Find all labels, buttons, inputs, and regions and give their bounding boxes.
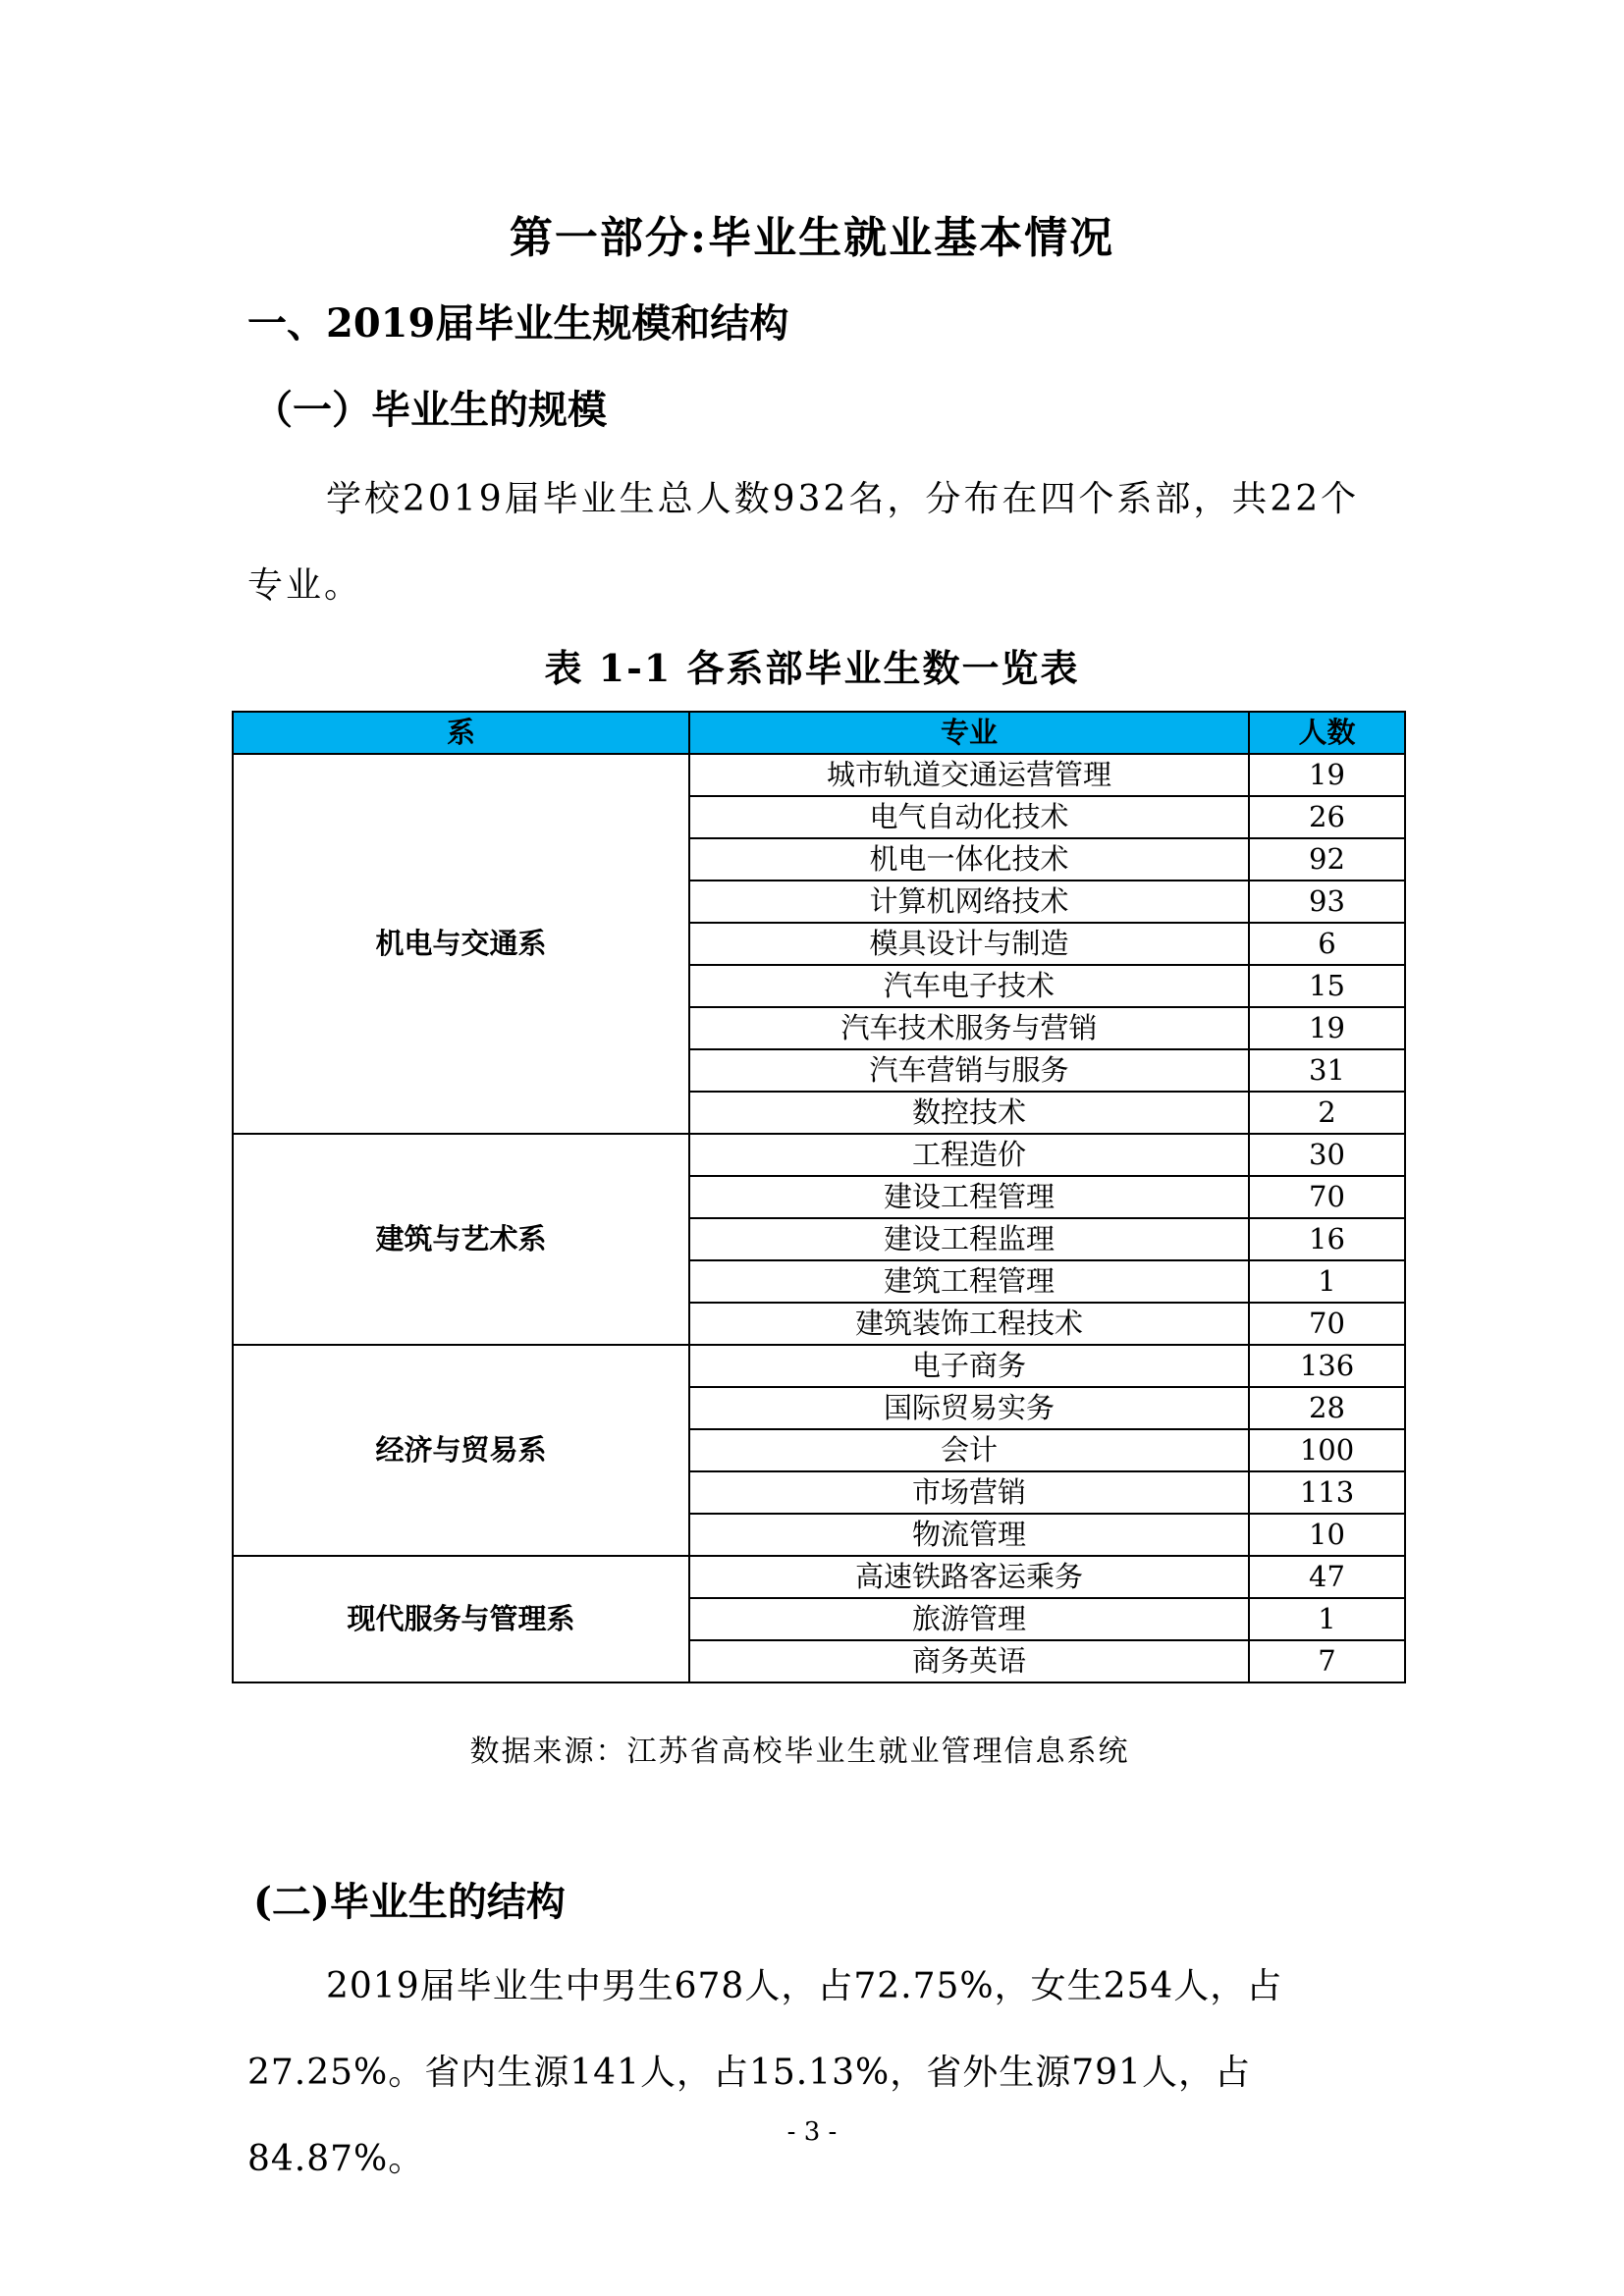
header-count: 人数 (1249, 712, 1405, 754)
table-row (233, 754, 1405, 796)
major-cell: 城市轨道交通运营管理 (689, 754, 1249, 796)
major-cell: 建筑装饰工程技术 (689, 1303, 1249, 1345)
sub-heading-structure: (二)毕业生的结构 (253, 1879, 566, 1925)
count-cell: 70 (1249, 1176, 1405, 1218)
table-caption: 表 1-1 各系部毕业生数一览表 (544, 646, 1080, 690)
major-cell: 市场营销 (689, 1471, 1249, 1514)
major-cell: 物流管理 (689, 1514, 1249, 1556)
count-cell: 100 (1249, 1429, 1405, 1471)
count-cell: 16 (1249, 1218, 1405, 1260)
count-cell: 19 (1249, 754, 1405, 796)
count-cell: 113 (1249, 1471, 1405, 1514)
page-title: 第一部分:毕业生就业基本情况 (509, 213, 1115, 263)
count-cell: 47 (1249, 1556, 1405, 1598)
major-cell: 汽车营销与服务 (689, 1049, 1249, 1092)
major-cell: 建筑工程管理 (689, 1260, 1249, 1303)
count-cell: 2 (1249, 1092, 1405, 1134)
table-row (233, 1345, 1405, 1387)
count-cell: 93 (1249, 881, 1405, 923)
count-cell: 136 (1249, 1345, 1405, 1387)
table-row (233, 1556, 1405, 1598)
count-cell: 1 (1249, 1260, 1405, 1303)
count-cell: 6 (1249, 923, 1405, 965)
major-cell: 数控技术 (689, 1092, 1249, 1134)
major-cell: 商务英语 (689, 1640, 1249, 1682)
header-major: 专业 (689, 712, 1249, 754)
major-cell: 计算机网络技术 (689, 881, 1249, 923)
major-cell: 会计 (689, 1429, 1249, 1471)
major-cell: 旅游管理 (689, 1598, 1249, 1640)
paragraph-scale: 学校2019届毕业生总人数932名，分布在四个系部，共22个专业。 (247, 479, 1360, 606)
department-cell: 机电与交通系 (233, 754, 689, 1134)
count-cell: 26 (1249, 796, 1405, 838)
major-cell: 汽车电子技术 (689, 965, 1249, 1007)
section-heading: 一、2019届毕业生规模和结构 (247, 300, 789, 347)
header-department: 系 (233, 712, 689, 754)
major-cell: 工程造价 (689, 1134, 1249, 1176)
department-cell: 现代服务与管理系 (233, 1556, 689, 1682)
major-cell: 电子商务 (689, 1345, 1249, 1387)
count-cell: 92 (1249, 838, 1405, 881)
major-cell: 模具设计与制造 (689, 923, 1249, 965)
data-source-note: 数据来源：江苏省高校毕业生就业管理信息系统 (469, 1735, 1130, 1769)
graduates-table (232, 711, 1406, 1683)
count-cell: 7 (1249, 1640, 1405, 1682)
count-cell: 28 (1249, 1387, 1405, 1429)
sub-heading-scale: （一）毕业生的规模 (253, 387, 607, 433)
major-cell: 汽车技术服务与营销 (689, 1007, 1249, 1049)
count-cell: 1 (1249, 1598, 1405, 1640)
department-cell: 经济与贸易系 (233, 1345, 689, 1556)
major-cell: 建设工程管理 (689, 1176, 1249, 1218)
table-row (233, 1134, 1405, 1176)
department-cell: 建筑与艺术系 (233, 1134, 689, 1345)
page-number: - 3 - (786, 2117, 838, 2147)
major-cell: 电气自动化技术 (689, 796, 1249, 838)
count-cell: 31 (1249, 1049, 1405, 1092)
count-cell: 30 (1249, 1134, 1405, 1176)
count-cell: 70 (1249, 1303, 1405, 1345)
major-cell: 国际贸易实务 (689, 1387, 1249, 1429)
major-cell: 机电一体化技术 (689, 838, 1249, 881)
count-cell: 19 (1249, 1007, 1405, 1049)
major-cell: 高速铁路客运乘务 (689, 1556, 1249, 1598)
count-cell: 10 (1249, 1514, 1405, 1556)
table-header-row (233, 712, 1405, 754)
count-cell: 15 (1249, 965, 1405, 1007)
major-cell: 建设工程监理 (689, 1218, 1249, 1260)
paragraph-structure: 2019届毕业生中男生678人，占72.75%，女生254人，占27.25%。省内生源141人，占15.13%，省外生源791人，占84.87%。 (247, 1966, 1283, 2179)
